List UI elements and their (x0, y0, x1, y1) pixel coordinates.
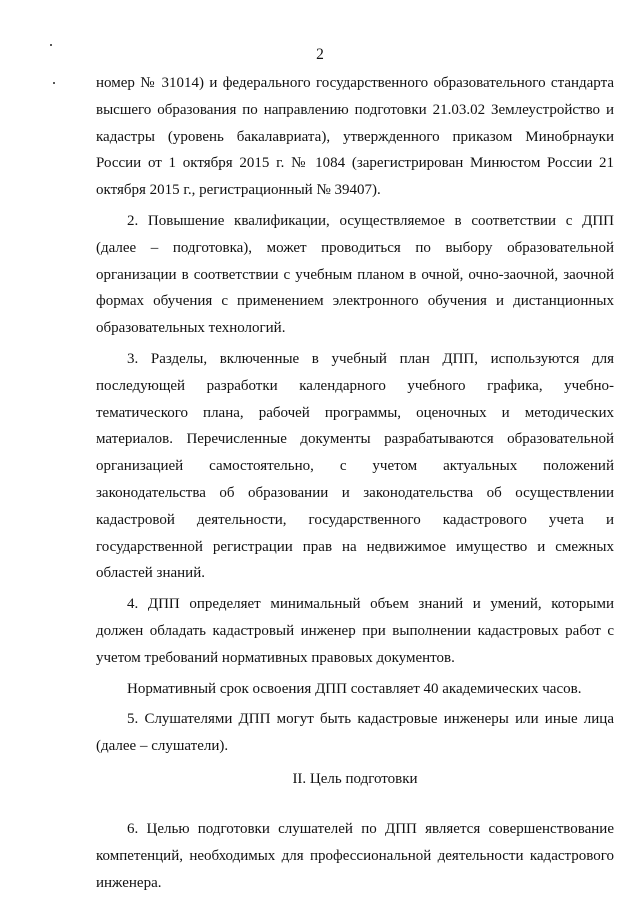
paragraph-continuation: номер № 31014) и федерального государственного образовательного стандарта высшего образования по направлению подготовки 21.03.02 Землеустройство и кадастры (уровень бакалавриата), утвержденного приказом Минобрнауки России от 1 октября 2015 г. № 1084 (зарегистрирован Минюстом России 21 октября 2015 г., регистрационный № 39407). (96, 75, 614, 199)
paragraph-item-2: 2. Повышение квалификации, осуществляемое в соответствии с ДПП (далее – подготовка), может проводиться по выбору образовательной организации в соответствии с учебным планом в очной, очно-заочной, заочной формах обучения с применением электронного обучения и дистанционных образовательных технологий. (96, 212, 614, 337)
paragraph-item-5: 5. Слушателями ДПП могут быть кадастровые инженеры или иные лица (далее – слушатели). (96, 711, 614, 755)
paragraph-duration: Нормативный срок освоения ДПП составляет 40 академических часов. (127, 680, 582, 697)
scan-speck (53, 82, 55, 84)
section-heading: II. Цель подготовки (292, 770, 418, 787)
paragraph-item-3: 3. Разделы, включенные в учебный план ДПП, используются для последующей разработки календарного учебного графика, учебно-тематического плана, рабочей программы, оценочных и методических материалов. Перечисленные документы разрабатываются образовательной организацией самостоятельно, с учетом актуальных положений законодательства об образовании и законодательства об осуществлении кадастровой деятельности, государственного кадастрового учета и государственной регистрации прав на недвижимое имущество и смежных областей знаний. (96, 350, 614, 582)
paragraph-item-6: 6. Целью подготовки слушателей по ДПП является совершенствование компетенций, необходимых для профессиональной деятельности кадастрового инженера. (96, 820, 614, 891)
paragraph-item-4: 4. ДПП определяет минимальный объем знаний и умений, которыми должен обладать кадастровый инженер при выполнении кадастровых работ с учетом требований нормативных правовых документов. (96, 596, 614, 666)
document-body (96, 70, 614, 896)
page-number: 2 (316, 46, 324, 63)
